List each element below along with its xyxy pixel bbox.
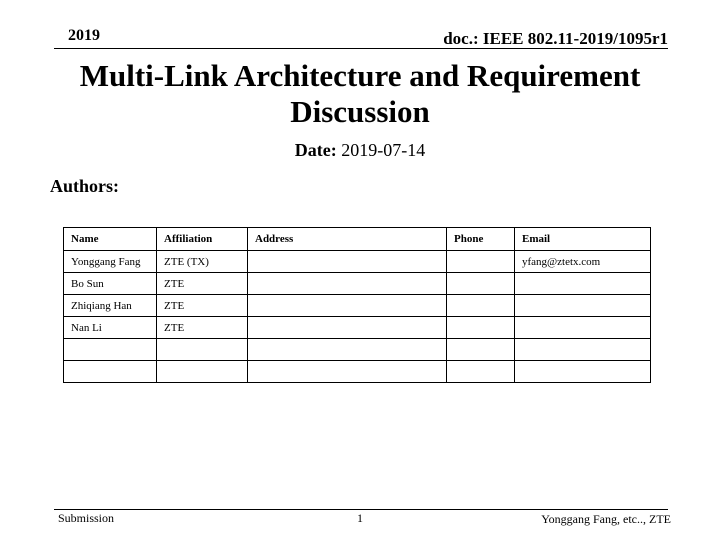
date-line <box>0 140 720 161</box>
table-row <box>64 317 651 339</box>
cell-name: Bo Sun <box>64 273 157 295</box>
cell-phone <box>447 317 515 339</box>
footer-divider <box>54 509 668 510</box>
cell-name <box>64 361 157 383</box>
table-row <box>64 251 651 273</box>
page-number: 1 <box>357 511 363 525</box>
cell-address <box>248 361 447 383</box>
authors-table <box>63 227 651 383</box>
header-affiliation: Affiliation <box>157 228 248 251</box>
cell-email <box>515 361 651 383</box>
cell-phone <box>447 251 515 273</box>
cell-email <box>515 273 651 295</box>
cell-email <box>515 295 651 317</box>
cell-affiliation: ZTE (TX) <box>157 251 248 273</box>
header-divider <box>54 48 668 49</box>
cell-phone <box>447 361 515 383</box>
header-phone: Phone <box>447 228 515 251</box>
date-value: 2019-07-14 <box>336 140 426 160</box>
header-email: Email <box>515 228 651 251</box>
slide-title: Multi-Link Architecture and Requirement Discussion <box>79 58 641 129</box>
cell-name: Nan Li <box>64 317 157 339</box>
cell-affiliation: ZTE <box>157 295 248 317</box>
header-doc-id: doc.: IEEE 802.11-2019/1095r1 <box>443 29 668 48</box>
cell-address <box>248 317 447 339</box>
table-header-row <box>64 228 651 251</box>
cell-address <box>248 273 447 295</box>
cell-phone <box>447 273 515 295</box>
cell-phone <box>447 339 515 361</box>
cell-email: yfang@ztetx.com <box>515 251 651 273</box>
date-label: Date: <box>294 140 337 160</box>
footer-submission: Submission <box>58 511 115 525</box>
cell-affiliation <box>157 339 248 361</box>
cell-address <box>248 251 447 273</box>
cell-name: Zhiqiang Han <box>64 295 157 317</box>
cell-name: Yonggang Fang <box>64 251 157 273</box>
header-year: 2019 <box>68 27 100 44</box>
cell-email <box>515 339 651 361</box>
cell-affiliation <box>157 361 248 383</box>
authors-heading: Authors: <box>50 176 120 196</box>
header-name: Name <box>64 228 157 251</box>
cell-address <box>248 339 447 361</box>
table-row <box>64 361 651 383</box>
header-address: Address <box>248 228 447 251</box>
cell-email <box>515 317 651 339</box>
cell-address <box>248 295 447 317</box>
cell-phone <box>447 295 515 317</box>
footer-authors: Yonggang Fang, etc.., ZTE <box>541 512 671 526</box>
table-row <box>64 295 651 317</box>
table-row <box>64 273 651 295</box>
cell-affiliation: ZTE <box>157 273 248 295</box>
cell-name <box>64 339 157 361</box>
table-row <box>64 339 651 361</box>
cell-affiliation: ZTE <box>157 317 248 339</box>
